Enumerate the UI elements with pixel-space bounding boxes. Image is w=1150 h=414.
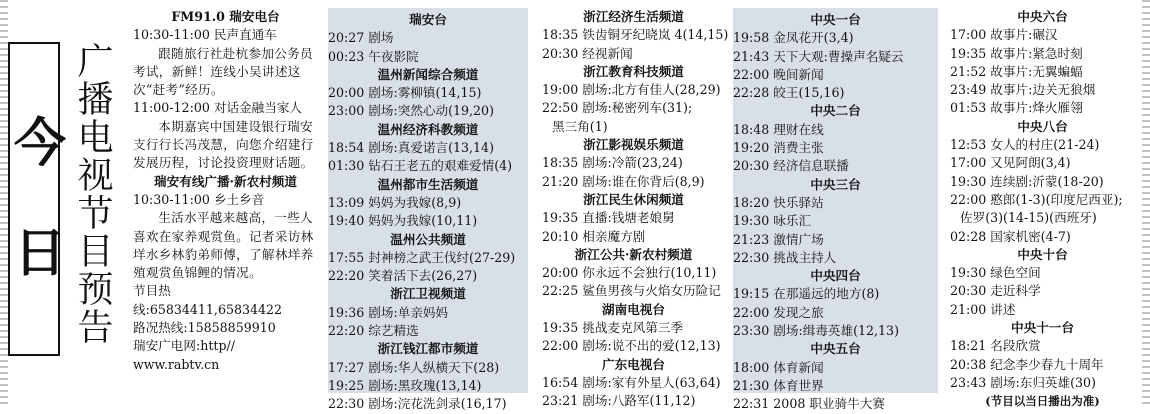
program-line: 路况热线:15858859910 xyxy=(133,320,276,336)
program-line: 19:35 挑战麦克风第三季 xyxy=(542,320,684,336)
channel-heading: 温州新闻综合频道 xyxy=(377,66,479,82)
program-line: 17:27 剧场:华人纵横天下(28) xyxy=(328,359,500,375)
channel-heading: 中央十一台 xyxy=(1011,320,1074,336)
program-line: 瑞安广电网:http// www.rabtv.cn xyxy=(133,338,235,372)
program-line: 22:28 皎王(15,16) xyxy=(733,85,845,101)
column-radio xyxy=(133,8,318,374)
program-line: 20:38 纪念李少春九十周年 xyxy=(950,356,1104,372)
title-vertical-text: 广播电视节目预告 xyxy=(72,42,113,346)
program-line: 19:00 剧场:北方有佳人(28,29) xyxy=(542,82,721,98)
channel-heading: 中央四台 xyxy=(810,268,861,284)
program-line: 22:20 综艺精选 xyxy=(328,323,419,339)
column-local-tv xyxy=(328,8,528,412)
program-line: 节目热线:65834411,65834422 xyxy=(133,283,283,317)
program-line: 18:35 铁齿铜牙纪晓岚 4(14,15) xyxy=(542,27,729,43)
program-line: 19:35 故事片:紧急时刻 xyxy=(950,45,1083,61)
program-line: 18:20 快乐驿站 xyxy=(733,194,824,210)
left-edge-perforation xyxy=(0,0,8,406)
program-line: 18:00 体育新闻 xyxy=(733,359,824,375)
program-line: 佐罗(3)(14-15)(西班牙) xyxy=(960,210,1097,226)
channel-heading: 浙江教育科技频道 xyxy=(583,63,684,79)
program-line: 跟随旅行社赴杭参加公务员考试，新鲜！连线小吴讲述这次“赶考”经历。 xyxy=(133,45,313,98)
program-line: 22:31 2008 职业骑牛大赛 xyxy=(733,396,885,412)
program-line: 22:25 鲨鱼男孩与火焰女历险记 xyxy=(542,283,721,299)
program-line: 21:20 剧场:谁在你背后(8,9) xyxy=(542,173,705,189)
program-line: 22:00 剧场:说不出的爱(12,13) xyxy=(542,338,721,354)
program-line: 19:20 消费主张 xyxy=(733,140,824,156)
program-line: 18:48 理财在线 xyxy=(733,121,824,137)
program-line: 23:00 剧场:突然心动(19,20) xyxy=(328,103,494,119)
channel-heading: 浙江影视娱乐频道 xyxy=(583,137,684,153)
program-line: 19:15 在那遥远的地方(8) xyxy=(733,286,880,302)
footnote: (节目以当日播出为准) xyxy=(985,394,1100,409)
column-provincial-tv xyxy=(542,8,729,411)
column-cctv-a xyxy=(733,8,938,412)
program-line: 21:30 体育世界 xyxy=(733,377,824,393)
channel-heading: 广东电视台 xyxy=(602,356,665,372)
channel-heading: 温州公共频道 xyxy=(390,231,466,247)
program-line: 22:20 笑着活下去(26,27) xyxy=(328,268,478,284)
channel-heading: 中央十台 xyxy=(1017,246,1068,262)
program-line: 11:00-12:00 对话金融当家人 xyxy=(133,100,303,116)
channel-heading: 温州经济科教频道 xyxy=(377,121,479,137)
program-line: 20:30 经视新闻 xyxy=(542,45,633,61)
program-line: 10:30-11:00 民声直通车 xyxy=(133,27,277,43)
program-line: 12:53 女人的村庄(21-24) xyxy=(950,137,1100,153)
program-line: 20:30 经济信息联播 xyxy=(733,158,849,174)
program-line: 17:00 又见阿朗(3,4) xyxy=(950,155,1071,171)
program-line: 19:36 剧场:单亲妈妈 xyxy=(328,304,449,320)
program-line: 18:54 剧场:真爱诺言(13,14) xyxy=(328,140,494,156)
program-line: 23:21 剧场:八路军(11,12) xyxy=(542,393,696,409)
channel-heading: 中央一台 xyxy=(810,12,861,27)
program-line: 17:00 故事片:碾汉 xyxy=(950,27,1058,43)
program-line: 19:25 剧场:黑玫瑰(13,14) xyxy=(328,377,482,393)
channel-heading: 中央二台 xyxy=(810,103,861,119)
program-line: 22:00 发现之旅 xyxy=(733,304,824,320)
program-line: 生活水平越来越高，一些人喜欢在家养观赏鱼。记者采访林垟水乡林豹弟师傅，了解林垟养殖观赏鱼锦鲤的情况。 xyxy=(133,210,314,281)
program-line: 17:55 封神榜之武王伐纣(27-29) xyxy=(328,249,516,265)
program-line: 21:43 天下大观:曹操声名疑云 xyxy=(733,48,904,64)
program-line: 19:35 直播:钱塘老娘舅 xyxy=(542,210,675,226)
channel-heading: 浙江经济生活频道 xyxy=(583,9,684,24)
program-line: 19:30 绿色空间 xyxy=(950,265,1041,281)
channel-heading: 温州都市生活频道 xyxy=(377,176,479,192)
program-line: 20:10 相亲魔方剧 xyxy=(542,228,646,244)
program-line: 20:00 剧场:雾柳镇(14,15) xyxy=(328,85,482,101)
program-line: 02:28 国家机密(4-7) xyxy=(950,228,1071,244)
channel-heading: 湖南电视台 xyxy=(602,301,665,317)
program-line: 23:49 故事片:边关无狼烟 xyxy=(950,82,1096,98)
program-line: 21:00 讲述 xyxy=(950,301,1016,317)
channel-heading: 浙江民生休闲频道 xyxy=(583,191,684,207)
program-line: 18:35 剧场:冷箭(23,24) xyxy=(542,155,683,171)
channel-heading: 浙江公共·新农村频道 xyxy=(574,246,693,262)
title-main xyxy=(62,42,128,356)
channel-heading: 中央三台 xyxy=(810,176,861,192)
program-line: 22:30 挑战主持人 xyxy=(733,249,837,265)
program-line: 16:54 剧场:家有外星人(63,64) xyxy=(542,374,721,390)
program-line: 20:30 走近科学 xyxy=(950,283,1041,299)
program-line: 01:30 钻石王老五的艰难爱情(4) xyxy=(328,158,513,174)
program-line: 00:23 午夜影院 xyxy=(328,48,419,64)
program-line: 本期嘉宾中国建设银行瑞安支行行长冯茂慧，向您介绍建行发展历程，讨论投资理财话题。 xyxy=(133,118,314,171)
right-edge-perforation xyxy=(1142,0,1150,406)
program-line: 22:50 剧场:秘密列车(31); xyxy=(542,100,693,116)
program-line: 10:30-11:00 乡土乡音 xyxy=(133,191,265,207)
column-cctv-b xyxy=(950,8,1135,411)
program-line: 20:27 剧场 xyxy=(328,30,394,46)
channel-heading: 瑞安台 xyxy=(409,12,447,27)
channel-heading: 中央五台 xyxy=(810,341,861,357)
program-line: 13:09 妈妈为我嫁(8,9) xyxy=(328,194,462,210)
channel-heading: 中央八台 xyxy=(1017,118,1068,134)
channel-heading: 浙江卫视频道 xyxy=(390,286,466,302)
title-ri: 日 xyxy=(14,224,67,284)
title-jin: 今 xyxy=(14,114,67,174)
program-line: 黑三角(1) xyxy=(552,118,608,134)
program-line: 19:30 连续剧:沂蒙(18-20) xyxy=(950,173,1104,189)
program-line: 23:43 剧场:东归英雄(30) xyxy=(950,374,1096,390)
program-line: 22:00 晚间新闻 xyxy=(733,66,824,82)
program-line: 19:58 金凤花开(3,4) xyxy=(733,30,854,46)
channel-heading: 瑞安有线广播·新农村频道 xyxy=(154,173,297,189)
channel-heading: 中央六台 xyxy=(1017,9,1068,24)
program-line: 01:53 故事片:烽火雁翎 xyxy=(950,100,1083,116)
program-line: 22:00 憨郎(1-3)(印度尼西亚); xyxy=(950,191,1123,207)
channel-heading: FM91.0 瑞安电台 xyxy=(171,9,280,24)
title-frame xyxy=(8,42,60,356)
channel-heading: 浙江钱江都市频道 xyxy=(377,341,479,357)
program-line: 22:30 剧场:浣花洗剑录(16,17) xyxy=(328,396,507,412)
program-line: 20:00 你永远不会独行(10,11) xyxy=(542,265,717,281)
program-line: 19:30 咏乐汇 xyxy=(733,213,812,229)
program-line: 18:21 名段欣赏 xyxy=(950,338,1041,354)
program-line: 21:52 故事片:无翼蝙蝠 xyxy=(950,63,1083,79)
program-line: 23:30 剧场:缉毒英雄(12,13) xyxy=(733,323,899,339)
program-line: 21:23 激情广场 xyxy=(733,231,824,247)
program-line: 19:40 妈妈为我嫁(10,11) xyxy=(328,213,478,229)
